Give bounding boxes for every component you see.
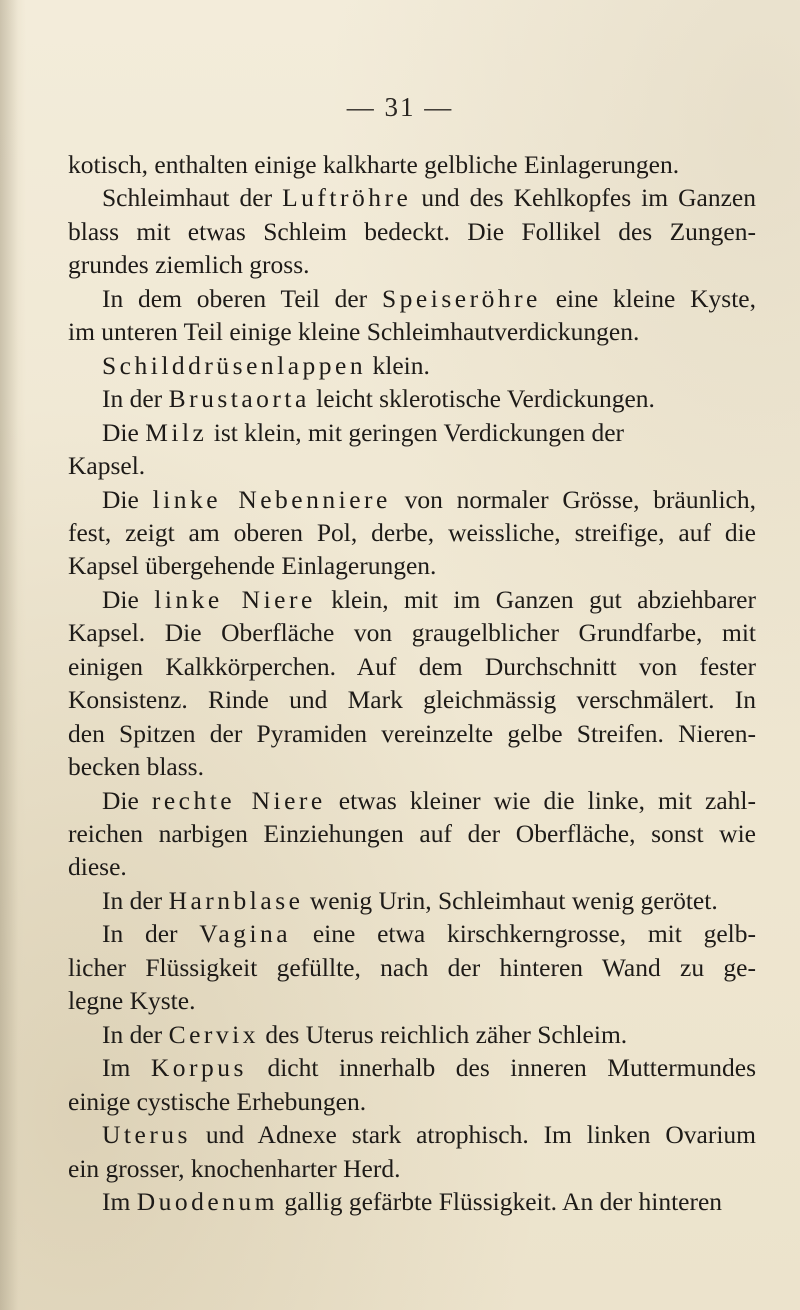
- text-run: von normaler Grösse, bräunlich,: [390, 484, 756, 514]
- text-line: [68, 685, 756, 715]
- spaced-term: Speiseröhre: [382, 283, 541, 313]
- text-line: [102, 418, 624, 448]
- spaced-term: Harnblase: [168, 885, 304, 915]
- text-run: klein, mit im Ganzen gut abziehbarer: [315, 584, 756, 614]
- text-run: klein.: [366, 350, 430, 380]
- text-run: Schleimhaut der: [102, 183, 283, 213]
- text-run: Im: [102, 1186, 137, 1216]
- text-run: und des Kehlkopfes im Ganzen: [411, 183, 756, 213]
- text-run: ist klein, mit geringen Verdickungen der: [207, 417, 625, 447]
- text-line: [102, 183, 756, 213]
- text-line: [68, 819, 756, 849]
- spaced-term: Duodenum: [136, 1186, 279, 1216]
- text-run: diese.: [68, 852, 127, 882]
- text-line: [68, 852, 127, 882]
- spaced-term: Luftröhre: [282, 183, 412, 213]
- text-line: [68, 986, 195, 1016]
- text-line: [68, 150, 679, 180]
- text-line: [68, 250, 310, 280]
- text-line: [102, 886, 718, 916]
- text-run: In der: [102, 919, 200, 949]
- text-run: gallig gefärbte Flüssigkeit. An der hinteren: [278, 1186, 723, 1216]
- spaced-term: Schilddrüsenlappen: [102, 350, 367, 380]
- text-run: Die: [102, 785, 152, 815]
- text-line: [102, 485, 756, 515]
- text-line: [68, 752, 204, 782]
- text-run: eine etwa kirschkerngrosse, mit gelb-: [291, 919, 756, 949]
- text-line: [102, 284, 756, 314]
- text-line: [68, 317, 639, 347]
- text-line: [68, 953, 756, 983]
- page-edge-shadow: [0, 0, 26, 1310]
- text-line: [68, 618, 756, 648]
- text-run: Kapsel. Die Oberfläche von graugelblicher Grundfarbe, mit: [68, 618, 756, 648]
- text-line: [102, 351, 430, 381]
- spaced-term: Cervix: [168, 1019, 259, 1049]
- spaced-term: Korpus: [150, 1053, 247, 1083]
- text-line: [68, 1154, 400, 1184]
- spaced-term: Brustaorta: [168, 384, 310, 414]
- text-line: [102, 1187, 722, 1217]
- text-run: Die: [102, 484, 153, 514]
- text-run: Kapsel.: [68, 451, 146, 481]
- text-run: ein grosser, knochenharter Herd.: [68, 1153, 401, 1183]
- text-run: eine kleine Kyste,: [540, 283, 756, 313]
- text-run: Die: [102, 417, 146, 447]
- text-line: [102, 585, 756, 615]
- text-run: In der: [102, 384, 169, 414]
- text-run: dicht innerhalb des inneren Muttermundes: [246, 1053, 757, 1083]
- text-run: etwas kleiner wie die linke, mit zahl-: [325, 785, 756, 815]
- text-line: [102, 1120, 756, 1150]
- text-run: fest, zeigt am oberen Pol, derbe, weissliche, streifige, auf die: [68, 517, 756, 547]
- text-run: wenig Urin, Schleimhaut wenig gerötet.: [303, 885, 718, 915]
- text-line: [68, 551, 436, 581]
- spaced-term: rechte Niere: [151, 785, 326, 815]
- text-run: becken blass.: [68, 752, 204, 782]
- spaced-term: Uterus: [102, 1120, 191, 1150]
- text-line: [68, 451, 145, 481]
- spaced-term: linke Niere: [154, 584, 316, 614]
- spaced-term: Milz: [145, 417, 208, 447]
- text-run: leicht sklerotische Verdickungen.: [309, 384, 655, 414]
- text-run: und Adnexe stark atrophisch. Im linken Ovarium: [190, 1120, 756, 1150]
- text-run: blass mit etwas Schleim bedeckt. Die Follikel des Zungen-: [68, 216, 756, 246]
- text-line: [68, 217, 756, 247]
- spaced-term: Vagina: [199, 919, 292, 949]
- text-line: [102, 1053, 756, 1083]
- text-line: [102, 919, 756, 949]
- text-run: In dem oberen Teil der: [102, 283, 382, 313]
- text-run: legne Kyste.: [68, 986, 196, 1016]
- text-run: In der: [102, 885, 169, 915]
- text-run: reichen narbigen Einziehungen auf der Oberfläche, sonst wie: [68, 819, 756, 848]
- text-run: Konsistenz. Rinde und Mark gleichmässig verschmälert. In: [68, 685, 756, 715]
- text-run: In der: [102, 1019, 169, 1049]
- text-run: Im: [102, 1053, 151, 1083]
- text-line: [102, 384, 655, 414]
- text-run: im unteren Teil einige kleine Schleimhautverdickungen.: [68, 317, 640, 347]
- text-line: [68, 1087, 366, 1117]
- text-run: Die: [102, 584, 155, 614]
- text-run: den Spitzen der Pyramiden vereinzelte gelbe Streifen. Nieren-: [68, 718, 756, 748]
- text-run: des Uterus reichlich zäher Schleim.: [258, 1019, 628, 1049]
- text-run: einige cystische Erhebungen.: [68, 1086, 367, 1116]
- text-line: [68, 518, 756, 548]
- page-number: — 31 —: [346, 92, 454, 122]
- text-line: [68, 719, 756, 749]
- text-run: Kapsel übergehende Einlagerungen.: [68, 551, 437, 581]
- text-run: licher Flüssigkeit gefüllte, nach der hinteren Wand zu ge-: [68, 952, 756, 982]
- text-line: [102, 1020, 627, 1050]
- spaced-term: linke Nebenniere: [152, 484, 391, 514]
- text-run: grundes ziemlich gross.: [68, 250, 310, 280]
- text-line: [68, 652, 756, 682]
- text-run: einigen Kalkkörperchen. Auf dem Durchschnitt von fester: [68, 651, 756, 681]
- text-line: [102, 786, 756, 816]
- text-run: kotisch, enthalten einige kalkharte gelbliche Einlagerungen.: [68, 150, 680, 179]
